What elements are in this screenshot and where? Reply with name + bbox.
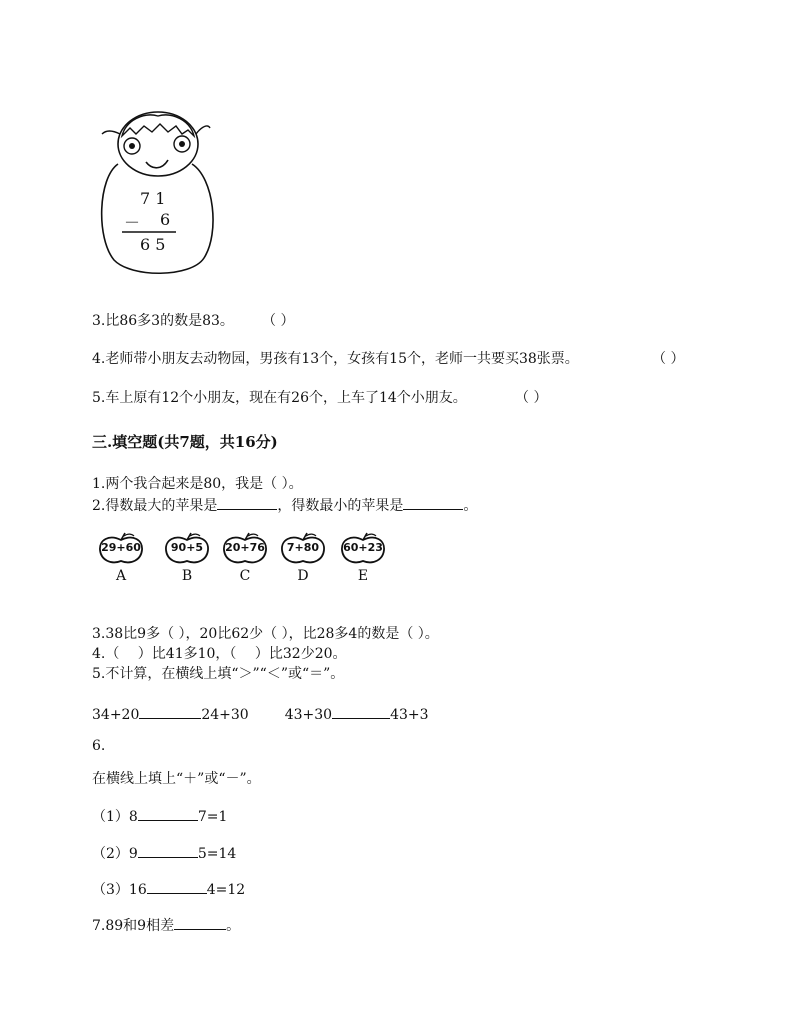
judge-q3-paren[interactable]: （ ） [262,313,295,329]
fill-q6-item2 [92,843,236,863]
fill-q5-item2-left: 43+30 [284,707,333,723]
apple-d-expr: 7+80 [286,541,320,554]
fill-q4: 4.（ ）比41多10，（ ）比32少20。 [92,646,347,662]
fill-q5-compare-row [92,704,429,724]
section-title: 三.填空题(共7题，共16分) [92,433,278,451]
apple-c-expr: 20+76 [225,541,265,554]
minus-sign: － [124,213,141,232]
apple-e-expr: 60+23 [343,541,383,554]
fill-q6-instruction: 在横线上填上“＋”或“－”。 [92,771,261,787]
fill-q6-item1-label: （1）8 [92,809,138,825]
fill-q6-item3-blank[interactable] [147,879,207,894]
fill-q2-before: 2.得数最大的苹果是 [92,498,218,514]
apple-a-letter: A [115,568,127,584]
fill-q6-item2-label: （2）9 [92,846,138,862]
fill-q6-item3-label: （3）16 [92,882,147,898]
judge-q5-paren[interactable]: （ ） [515,390,548,406]
judge-q4-paren[interactable]: （ ） [652,351,685,367]
fill-q2 [92,495,477,515]
fill-q6-item1 [92,806,227,826]
fill-q2-blank-max[interactable] [217,495,277,510]
fill-q5: 5.不计算，在横线上填“＞”“＜”或“＝”。 [92,666,345,682]
judge-q3 [92,312,234,330]
fill-q1: 1.两个我合起来是80，我是（ ）。 [92,476,303,492]
apple-e [339,532,387,588]
judge-q3-text: 3.比86多3的数是83。 [92,313,234,329]
digits-row2: 6 [160,210,171,229]
fill-q3: 3.38比9多（ ），20比62少（ ），比28多4的数是（ ）。 [92,626,439,642]
fill-q5-item1-right: 24+30 [201,707,249,723]
fill-q6-number: 6. [92,738,106,754]
apple-c [221,532,269,588]
apple-b-letter: B [181,568,193,584]
apple-d-letter: D [297,568,309,584]
fill-q6-item1-rest: 7=1 [197,809,228,825]
judge-q5: 5.车上原有12个小朋友，现在有26个，上车了14个小朋友。 [92,390,467,406]
apple-a-expr: 29+60 [101,541,141,554]
apple-a [97,532,145,588]
fill-q6-item3-rest: 4=12 [206,882,246,898]
digits-result: 6 5 [140,235,166,254]
fill-q2-blank-min[interactable] [403,495,463,510]
digits-row1: 7 1 [140,189,166,208]
apple-c-letter: C [239,568,251,584]
fill-q6-item2-rest: 5=14 [197,846,237,862]
judge-q4: 4.老师带小朋友去动物园，男孩有13个，女孩有15个，老师一共要买38张票。 [92,351,579,367]
fill-q6-item1-blank[interactable] [138,806,198,821]
apple-e-letter: E [357,568,369,584]
fill-q7-text: 7.89和9相差 [92,918,175,934]
fill-q6-item2-blank[interactable] [138,843,198,858]
fill-q5-item2-right: 43+3 [390,707,429,723]
fill-q6-item3 [92,879,245,899]
fill-q7 [92,915,240,935]
fill-q7-end: 。 [226,918,241,934]
apple-row [97,532,397,592]
doll-illustration [96,108,220,278]
apple-b-expr: 90+5 [170,541,204,554]
fill-q2-end: 。 [463,498,478,514]
fill-q7-blank[interactable] [174,915,226,930]
fill-q2-middle: ，得数最小的苹果是 [277,498,404,514]
fill-q5-item1-left: 34+20 [92,707,140,723]
fill-q5-item1-blank[interactable] [139,704,201,719]
apple-d [279,532,327,588]
apple-b [163,532,211,588]
fill-q5-item2-blank[interactable] [332,704,390,719]
